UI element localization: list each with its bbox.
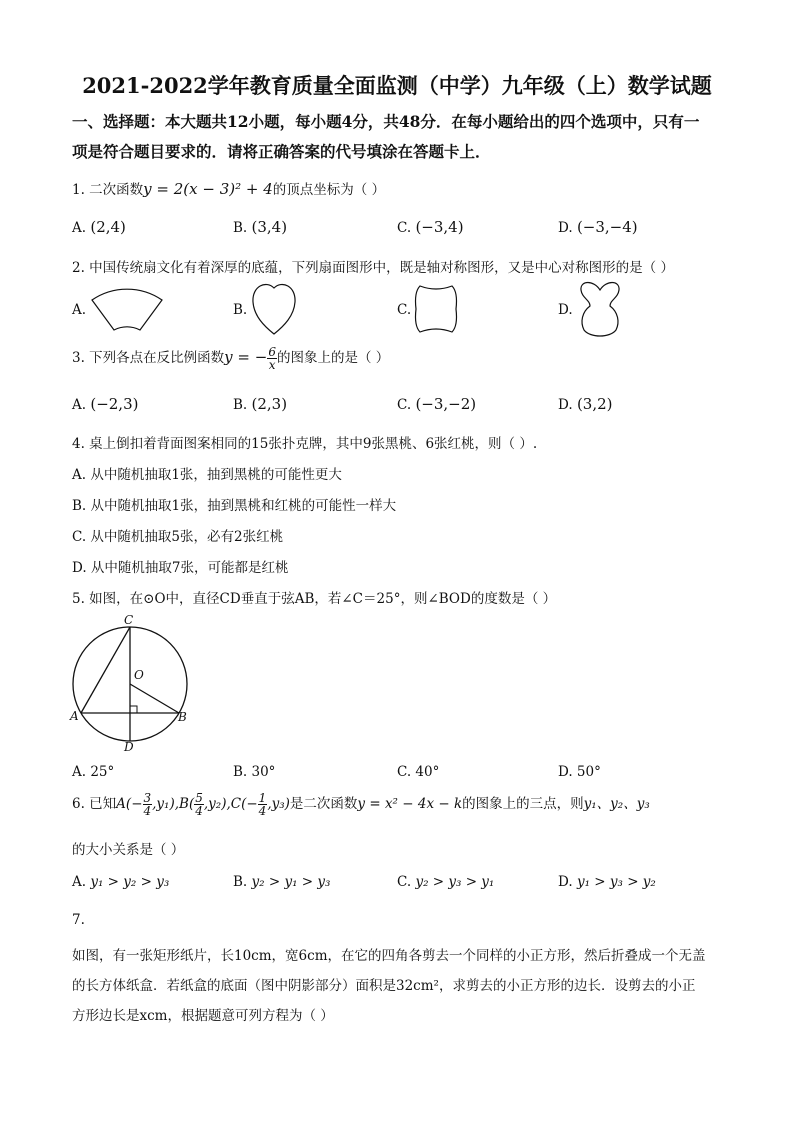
question-6-formula: y = x² − 4x − k <box>357 796 463 812</box>
q3-option-c[interactable] <box>397 395 476 413</box>
point-b-tail: ,y₂), <box>203 796 231 812</box>
q3-option-a[interactable] <box>72 395 138 413</box>
question-7-line2: 的长方体纸盒．若纸盒的底面（图中阴影部分）面积是32cm²，求剪去的小正方形的边长．设剪去的小正 <box>72 978 696 994</box>
question-3 <box>72 346 389 371</box>
option-label: A. <box>72 874 87 890</box>
q4-option-c[interactable]: C. 从中随机抽取5张，必有2张红桃 <box>72 529 284 545</box>
fraction-numerator: 6 <box>268 345 276 359</box>
point-c: C(− <box>230 796 258 812</box>
q2-option-a-label[interactable]: A. <box>72 302 87 318</box>
q5-option-a[interactable]: A. 25° <box>72 764 115 780</box>
q6-option-a[interactable] <box>72 874 169 890</box>
q2-option-d-label[interactable]: D. <box>558 302 573 318</box>
q3-option-b[interactable] <box>233 395 287 413</box>
option-label: D. <box>558 874 573 890</box>
q3-option-d[interactable] <box>558 395 613 413</box>
q1-option-b[interactable] <box>233 218 287 236</box>
question-3-fraction <box>267 346 277 371</box>
circle-chord-diagram <box>66 614 196 754</box>
question-6-prefix: 6. 已知 <box>72 796 117 812</box>
question-1-prefix: 1. 二次函数 <box>72 182 144 198</box>
section-heading-line2: 项是符合题目要求的．请将正确答案的代号填涂在答题卡上． <box>72 142 491 161</box>
segment-ca <box>81 627 130 713</box>
option-label: A. <box>72 397 87 413</box>
option-value: (2,3) <box>251 395 288 413</box>
point-c-tail: ,y₃) <box>267 796 290 812</box>
question-1 <box>72 178 385 198</box>
label-b: B <box>178 710 187 724</box>
right-angle-mark <box>130 706 137 713</box>
option-label: C. <box>397 220 412 236</box>
option-value: (2,4) <box>90 218 126 236</box>
option-label: D. <box>558 397 573 413</box>
heart-fan-icon[interactable] <box>248 282 300 336</box>
question-3-formula-lhs: y = − <box>224 348 268 366</box>
section-heading-line1: 一、选择题：本大题共12小题，每小题4分，共48分．在每小题给出的四个选项中，只有一 <box>72 112 700 131</box>
point-a-tail: ,y₁), <box>152 796 180 812</box>
point-a: A(− <box>116 796 143 812</box>
question-7-line1: 如图，有一张矩形纸片，长10cm，宽6cm，在它的四角各剪去一个同样的小正方形，然后折叠成一个无盖 <box>72 948 706 964</box>
q4-option-a[interactable]: A. 从中随机抽取1张，抽到黑桃的可能性更大 <box>72 467 342 483</box>
option-value: (−3,4) <box>415 218 464 236</box>
page-title: 2021-2022学年教育质量全面监测（中学）九年级（上）数学试题 <box>82 73 712 98</box>
option-label: A. <box>72 220 87 236</box>
question-4: 4. 桌上倒扣着背面图案相同的15张扑克牌，其中9张黑桃、6张红桃，则（ ）. <box>72 436 538 452</box>
question-1-suffix: 的顶点坐标为（ ） <box>272 182 386 198</box>
option-value: (3,4) <box>251 218 288 236</box>
fraction-denominator: 4 <box>143 804 152 818</box>
option-label: C. <box>397 397 412 413</box>
q1-option-d[interactable] <box>558 218 638 236</box>
fan-sector-icon[interactable] <box>88 278 166 334</box>
question-3-suffix: 的图象上的是（ ） <box>276 350 390 366</box>
question-7-number: 7. <box>72 912 85 928</box>
option-value: y₂ > y₃ > y₁ <box>415 874 495 890</box>
q5-option-c[interactable]: C. 40° <box>397 764 440 780</box>
option-label: B. <box>233 874 248 890</box>
fraction-denominator: x <box>268 358 276 372</box>
option-value: y₁ > y₂ > y₃ <box>90 874 170 890</box>
option-label: B. <box>233 397 248 413</box>
question-6 <box>72 792 650 817</box>
q5-option-d[interactable]: D. 50° <box>558 764 601 780</box>
fraction-denominator: 4 <box>195 804 203 818</box>
question-1-formula: y = 2(x − 3)² + 4 <box>143 180 273 198</box>
point-b-fraction <box>194 792 204 817</box>
rounded-square-fan-icon[interactable] <box>412 282 460 336</box>
option-value: y₂ > y₁ > y₃ <box>251 874 331 890</box>
q5-option-b[interactable]: B. 30° <box>233 764 276 780</box>
fraction-numerator: 3 <box>143 791 152 805</box>
q4-option-d[interactable]: D. 从中随机抽取7张，可能都是红桃 <box>72 560 289 576</box>
option-label: D. <box>558 220 573 236</box>
point-b: B( <box>179 796 195 812</box>
label-d: D <box>124 740 134 754</box>
q1-option-c[interactable] <box>397 218 464 236</box>
q6-option-b[interactable] <box>233 874 330 890</box>
question-6-mid: 是二次函数 <box>289 796 358 812</box>
option-label: B. <box>233 220 248 236</box>
fraction-numerator: 5 <box>195 791 203 805</box>
q6-option-c[interactable] <box>397 874 494 890</box>
question-2: 2. 中国传统扇文化有着深厚的底蕴，下列扇面图形中，既是轴对称图形，又是中心对称图形的是（ ） <box>72 260 674 276</box>
point-a-fraction <box>143 792 153 817</box>
option-value: y₁ > y₃ > y₂ <box>576 874 656 890</box>
q6-option-d[interactable] <box>558 874 656 890</box>
point-c-fraction <box>258 792 268 817</box>
question-6-vars: y₁、y₂、y₃ <box>583 796 650 812</box>
fraction-numerator: 1 <box>258 791 267 805</box>
option-value: (−2,3) <box>90 395 139 413</box>
q4-option-b[interactable]: B. 从中随机抽取1张，抽到黑桃和红桃的可能性一样大 <box>72 498 397 514</box>
question-5: 5. 如图，在⊙O中，直径CD垂直于弦AB，若∠C＝25°，则∠BOD的度数是（ ） <box>72 591 557 607</box>
question-7-line3: 方形边长是xcm，根据题意可列方程为（ ） <box>72 1008 334 1024</box>
fraction-denominator: 4 <box>258 804 267 818</box>
label-c: C <box>124 614 134 627</box>
question-6-line2: 的大小关系是（ ） <box>72 842 185 858</box>
q1-option-a[interactable] <box>72 218 126 236</box>
label-o: O <box>134 668 144 682</box>
question-6-suffix: 的图象上的三点，则 <box>462 796 584 812</box>
option-value: (−3,−2) <box>415 395 477 413</box>
q2-option-c-label[interactable]: C. <box>397 302 412 318</box>
option-value: (3,2) <box>576 395 613 413</box>
question-3-prefix: 3. 下列各点在反比例函数 <box>72 350 225 366</box>
q2-option-b-label[interactable]: B. <box>233 302 248 318</box>
option-value: (−3,−4) <box>576 218 638 236</box>
gourd-fan-icon[interactable] <box>576 278 624 340</box>
label-a: A <box>70 709 79 723</box>
option-label: C. <box>397 874 412 890</box>
